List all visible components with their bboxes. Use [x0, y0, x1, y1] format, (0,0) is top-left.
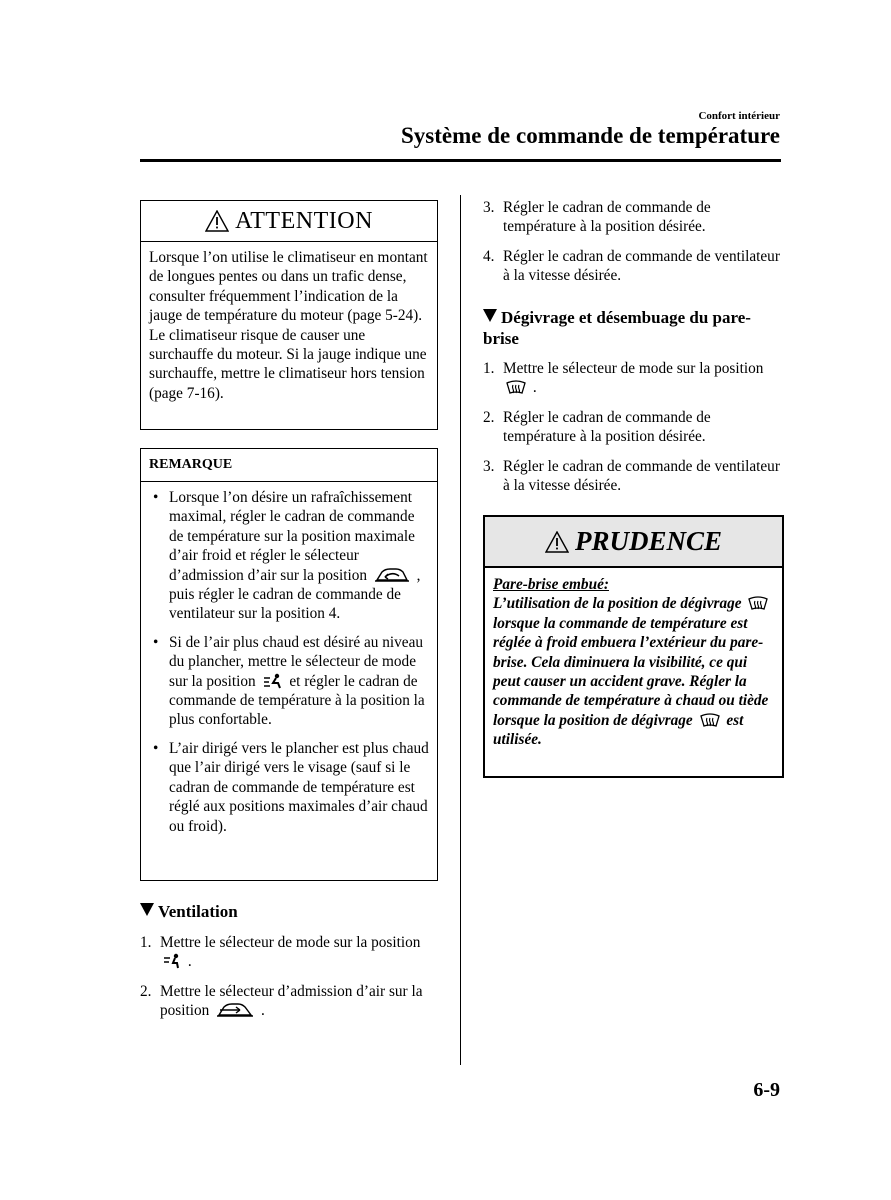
attention-text: Lorsque l’on utilise le climatiseur en montant de longues pentes ou dans un trafic dense, consulter fréquemment l’indication de la jauge de température du moteur (page 5-24). Le climatiseur risque de causer une surchauffe du moteur. Si la jauge indique une surchauffe, mettre le climatiseur hors tension (page 7-16). — [149, 249, 428, 402]
remarque-item: • L’air dirigé vers le plancher est plus chaud que l’air dirigé vers le visage (sauf si le cadran de commande de température est réglé aux positions maximales d’air chaud ou froid). — [149, 739, 429, 836]
outside-air-icon — [216, 1002, 254, 1018]
section-label: Confort intérieur — [698, 110, 780, 122]
prudence-title: PRUDENCE — [574, 526, 723, 556]
list-item: 1. Mettre le sélecteur de mode sur la position . — [140, 934, 421, 971]
section-triangle-icon — [140, 903, 154, 916]
list-item: 4. Régler le cadran de commande de ventilateur à la vitesse désirée. — [483, 247, 780, 285]
list-item: 2. Mettre le sélecteur d’admission d’air sur la position . — [140, 982, 423, 1020]
floor-mode-icon — [263, 673, 283, 689]
attention-header — [141, 201, 437, 242]
list-item: 2. Régler le cadran de commande de température à la position désirée. — [483, 408, 711, 446]
defrost-icon — [506, 380, 526, 395]
remarque-box — [140, 448, 438, 881]
list-item: 3. Régler le cadran de commande de ventilateur à la vitesse désirée. — [483, 457, 780, 495]
column-divider — [460, 195, 461, 1065]
face-mode-icon — [163, 953, 181, 969]
defrost-icon — [700, 713, 720, 728]
ventilation-steps — [140, 933, 440, 1031]
recirculation-air-icon — [374, 567, 410, 583]
page-number: 6-9 — [753, 1079, 780, 1101]
defrost-icon — [748, 596, 768, 611]
degivrage-heading: Dégivrage et désembuage du pare-brise — [483, 308, 751, 348]
degivrage-steps — [483, 359, 783, 505]
page-title: Système de commande de température — [401, 123, 780, 148]
ventilation-heading: Ventilation — [140, 901, 238, 922]
warning-triangle-icon — [205, 210, 229, 232]
remarque-title: REMARQUE — [141, 449, 437, 482]
prudence-subtitle: Pare-brise embué: — [493, 576, 609, 593]
warning-triangle-icon — [545, 531, 569, 553]
attention-box — [140, 200, 438, 430]
list-item: 3. Régler le cadran de commande de température à la position désirée. — [483, 199, 711, 236]
header-rule — [140, 159, 781, 162]
attention-title: ATTENTION — [235, 207, 373, 234]
right-steps — [483, 198, 783, 296]
remarque-item: • Si de l’air plus chaud est désiré au niveau du plancher, mettre le sélecteur de mode sur la position et régler le cadran de commande de température à la position la plus confortable. — [149, 633, 429, 730]
remarque-item: • Lorsque l’on désire un rafraîchissement maximal, régler le cadran de commande de température sur la position maximale d’air froid et régler le sélecteur d’admission d’air sur la position , puis régler le cadran de commande de ventilateur sur la position 4. — [149, 488, 429, 624]
prudence-text: Pare-brise embué: L’utilisation de la position de dégivrage lorsque la commande de température est réglée à froid embuera l’extérieur du pare-brise. Cela diminuera la visibilité, ce qui peut causer un accident grave. Régler la commande de température à chaud ou tiède lorsque la position de dégivrage est utilisée. — [485, 568, 782, 750]
prudence-box — [483, 515, 784, 778]
section-triangle-icon — [483, 309, 497, 322]
list-item: 1. Mettre le sélecteur de mode sur la position . — [483, 360, 764, 397]
prudence-header — [485, 517, 782, 568]
